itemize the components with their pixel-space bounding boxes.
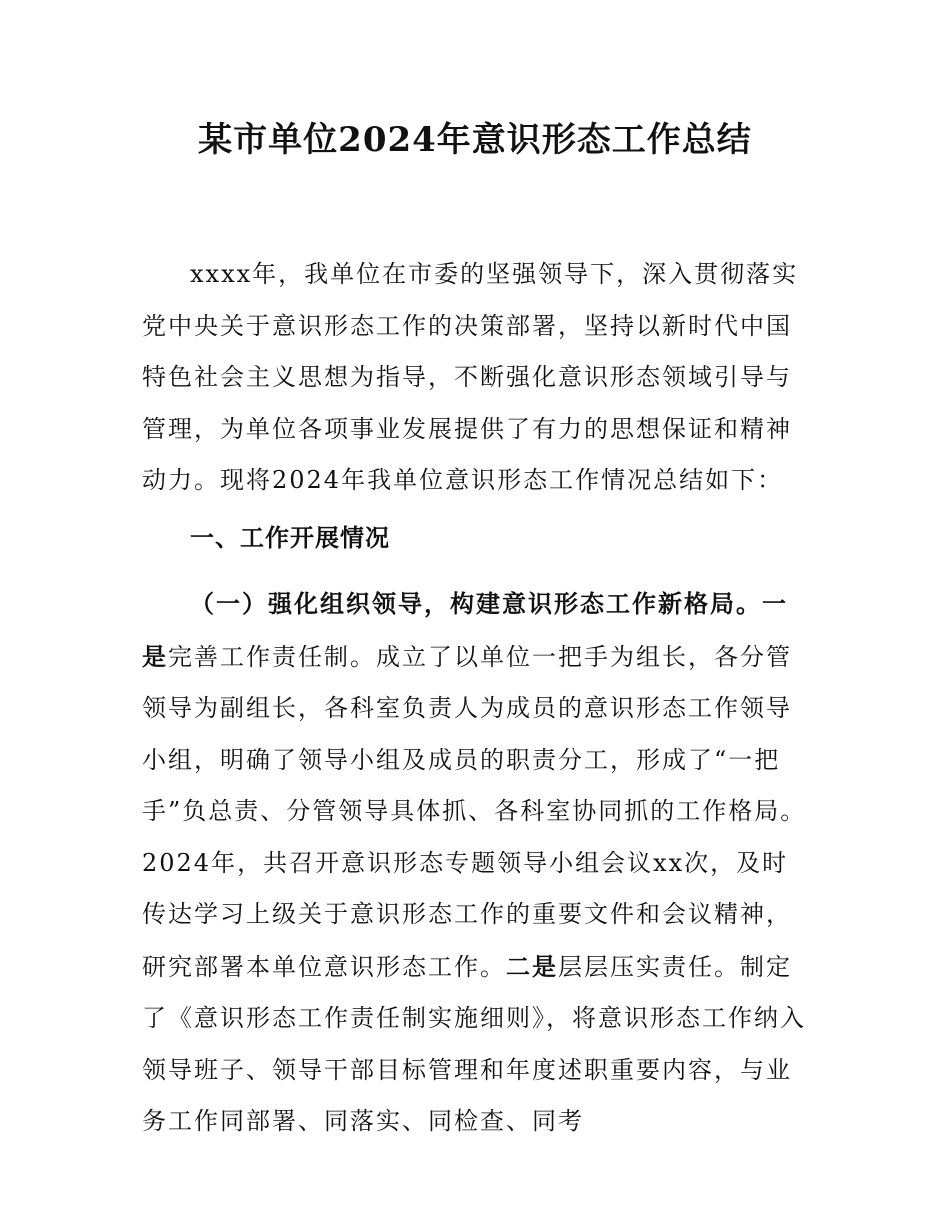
point-1-label: 一是: [142, 589, 788, 671]
document-title: 某市单位2024年意识形态工作总结: [198, 120, 752, 160]
intro-paragraph: [142, 249, 812, 507]
section-1-paragraph: [142, 578, 812, 1148]
point-1-text: 完善工作责任制。成立了以单位一把手为组长，各分管领导为副组长，各科室负责人为成员的意识形态工作领导小组，明确了领导小组及成员的职责分工，形成了“一把手”负总责、分管领导具体抓、各科室协同抓的工作格局。2024年，共召开意识形态专题领导小组会议xx次，及时传达学习上级关于意识形态工作的重要文件和会议精神，研究部署本单位意识形态工作。: [142, 642, 807, 981]
point-2-text: 层层压实责任。制定了《意识形态工作责任制实施细则》，将意识形态工作纳入领导班子、领导干部目标管理和年度述职重要内容，与业务工作同部署、同落实、同检查、同考: [142, 952, 806, 1135]
subheading-1: （一）强化组织领导，构建意识形态工作新格局。: [190, 589, 762, 618]
intro-text: xxxx年，我单位在市委的坚强领导下，深入贯彻落实党中央关于意识形态工作的决策部署，坚持以新时代中国特色社会主义思想为指导，不断强化意识形态领域引导与管理，为单位各项事业发展提供了有力的思想保证和精神动力。现将2024年我单位意识形态工作情况总结如下：: [142, 260, 799, 494]
section-heading-1: 一、工作开展情况: [190, 523, 390, 552]
point-2-label: 二是: [506, 951, 558, 981]
